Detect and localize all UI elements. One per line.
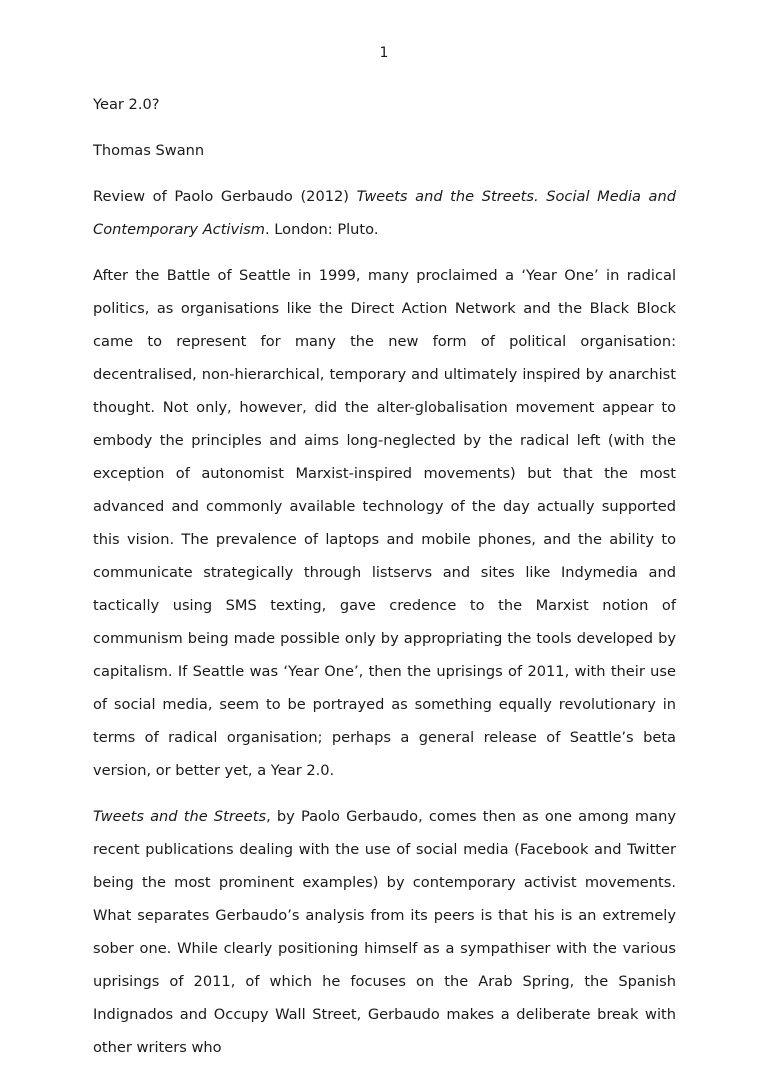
book-title: Tweets and the Streets. Social Media and Contemporary Activism [93, 188, 676, 238]
page-number: 1 [379, 45, 389, 61]
paragraph-1: After the Battle of Seattle in 1999, many proclaimed a ‘Year One’ in radical politics, as organisations like the Direct Action Network and the Black Block came to represent for many the new form of political organisation: decentralised, non-hierarchical, temporary and ultimately inspired by anarchist thought. Not only, however, did the alter-globalisation movement appear to embody the principles and aims long-neglected by the radical left (with the exception of autonomist Marxist-inspired movements) but that the most advanced and commonly available technology of the day actually supported this vision. The prevalence of laptops and mobile phones, and the ability to communicate strategically through listservs and sites like Indymedia and tactically using SMS texting, gave credence to the Marxist notion of communism being made possible only by appropriating the tools developed by capitalism. If Seattle was ‘Year One’, then the uprisings of 2011, with their use of social media, seem to be portrayed as something equally revolutionary in terms of radical organisation; perhaps a general release of Seattle’s beta version, or better yet, a Year 2.0. [93, 267, 676, 779]
document-title: Year 2.0? [93, 96, 160, 113]
review-prefix: Review of Paolo Gerbaudo (2012) [93, 188, 357, 205]
author-name: Thomas Swann [93, 142, 205, 159]
review-citation [93, 180, 676, 246]
paragraph-2 [93, 800, 676, 1064]
document-body [93, 88, 676, 1077]
paragraph-2-text: , by Paolo Gerbaudo, comes then as one among many recent publications dealing with the use of social media (Facebook and Twitter being the most prominent examples) by contemporary activist movements. What separates Gerbaudo’s analysis from its peers is that his is an extremely sober one. While clearly positioning himself as a sympathiser with the various uprisings of 2011, of which he focuses on the Arab Spring, the Spanish Indignados and Occupy Wall Street, Gerbaudo makes a deliberate break with other writers who [93, 808, 676, 1056]
paragraph-2-italic-lead: Tweets and the Streets [93, 808, 267, 825]
review-suffix: . London: Pluto. [265, 221, 379, 238]
